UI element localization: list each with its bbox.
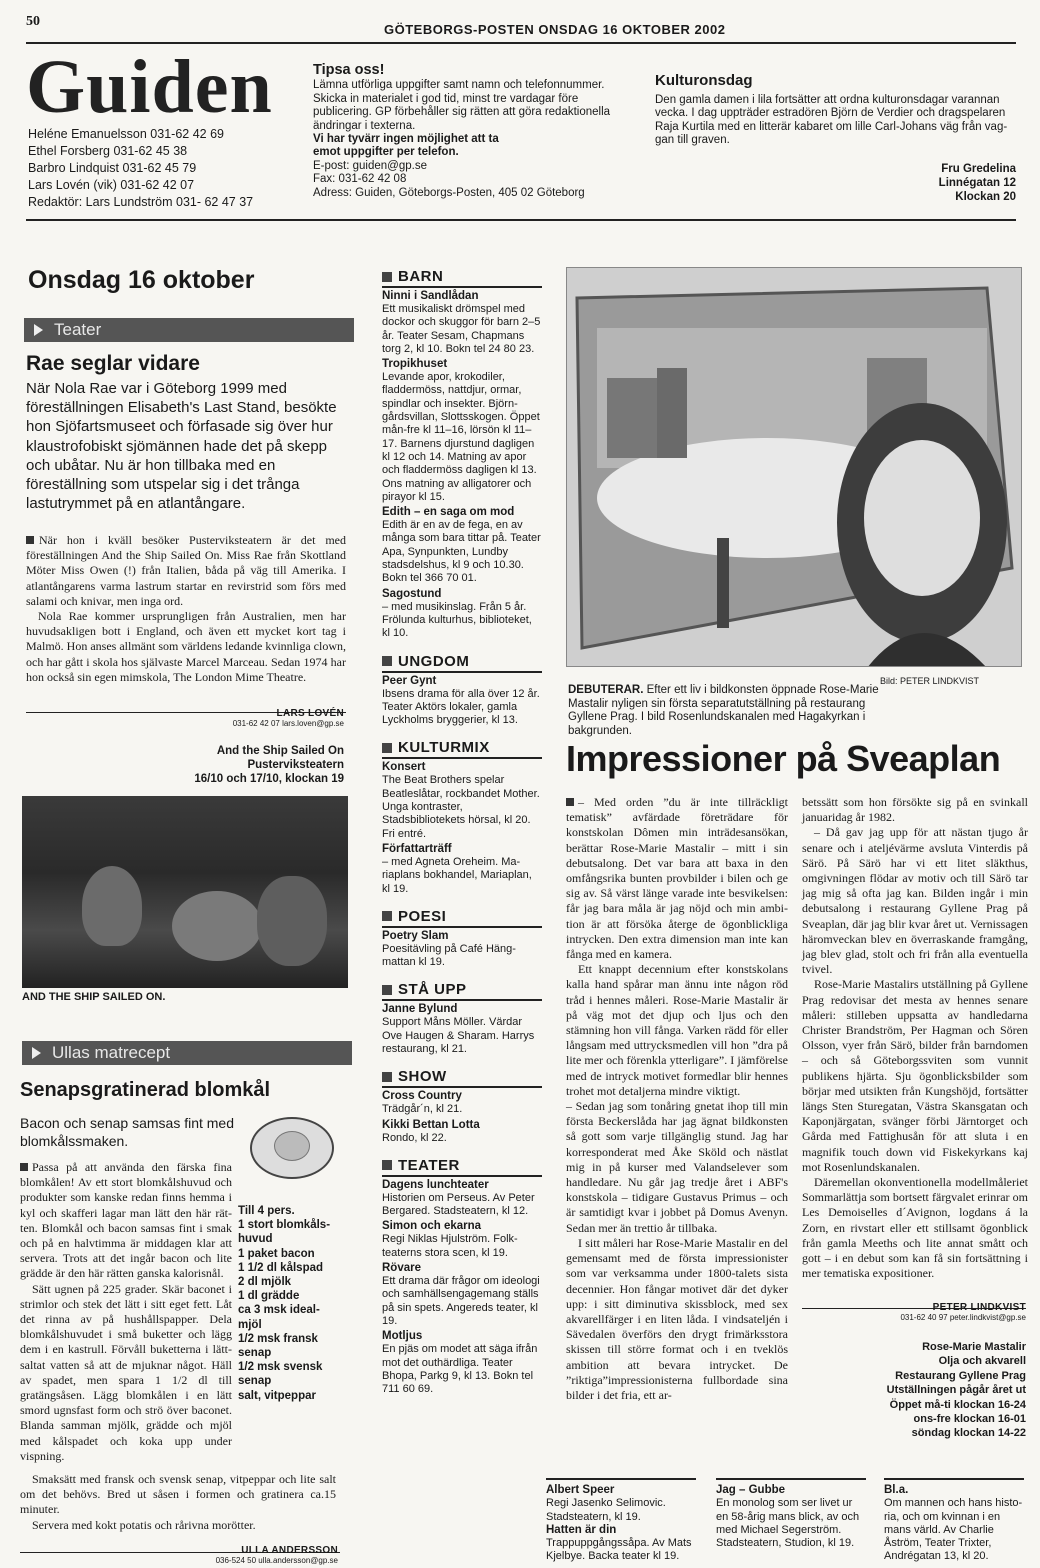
performer-figure	[82, 866, 142, 946]
event-text: – med Agneta Oreheim. Mariaplans bokhandel, Mariaplan, kl 19.	[382, 855, 532, 895]
kulturonsdag-box	[655, 74, 1020, 204]
event-text: Trädgår´n, kl 21.	[382, 1103, 463, 1116]
ingredient: 2 dl mjölk	[238, 1276, 292, 1289]
feature-col2	[802, 795, 1028, 1282]
event-title: Cross Country	[382, 1090, 462, 1103]
ingredient: 1 paket bacon	[238, 1247, 315, 1260]
info-line: Utställningen pågår året ut	[886, 1384, 1026, 1397]
feature-paragraph: betssätt som hon försökte sig på en svinkall januaridag år 1982.	[802, 795, 1028, 825]
tipsa-line: ändringar i texterna.	[313, 119, 416, 132]
event-title: Motljus	[382, 1330, 423, 1343]
event-title: Peer Gynt	[382, 674, 437, 687]
tipsa-bold-line: emot uppgifter per telefon.	[313, 146, 459, 159]
recept-body-wide	[20, 1472, 336, 1533]
calendar-section-head: BARN	[382, 268, 542, 288]
listing-title: Hatten är din	[546, 1523, 617, 1536]
venue-line: Klockan 20	[955, 190, 1016, 203]
feature-paragraph: – Med orden ”du är inte tillräckligt tematisk” avfärdade företrädare för konstskolan Dômen min inträdesansökan, berättar Rose-Marie Mastalir – mitt i sin debutsalong. Det var bara att baxa in den omfångsrika bunten provbilder i bilen och ge sig av. Så värst länge varade inte besvikelsen: får jag bara måla är jag nöjd och min ambition är att försöka återge de ögonblickliga intrycken. Den extra dimension man inte kan fånga med en kamera.	[566, 795, 788, 962]
info-line: Öppet må-ti klockan 16-24	[889, 1398, 1026, 1411]
listing-text: Om mannen och hans historia, och om kvinnan i en mans värld. Av Charlie Åström, Teater Trixter, Andrégatan 13, kl 20.	[884, 1497, 1023, 1563]
caption-lead: DEBUTERAR.	[568, 684, 644, 696]
square-icon	[382, 911, 392, 921]
kulturonsdag-line: vecka. I dag uppträder estradören Björn de Verdier och dragspelaren	[655, 107, 1006, 120]
info-line: 16/10 och 17/10, klockan 19	[194, 773, 344, 785]
ingredient: 1/2 msk fransk senap	[238, 1332, 318, 1360]
info-line: söndag klockan 14-22	[911, 1427, 1026, 1440]
info-line: Olja och akvarell	[938, 1355, 1026, 1368]
section-label: Teater	[54, 320, 102, 339]
event-title: Författarträff	[382, 842, 452, 855]
teater-photo	[22, 796, 348, 988]
masthead-bottom-rule	[26, 219, 1016, 221]
ingredient: 1 1/2 dl kålspad	[238, 1261, 324, 1274]
tipsa-line: Lämna utförliga uppgifter samt namn och telefonnummer.	[313, 79, 605, 92]
feature-photo	[566, 267, 1022, 667]
recept-lead: Bacon och senap samsas fint med blomkålssmaken.	[20, 1115, 235, 1149]
feature-paragraph: – Då gav jag upp för att nästan tjugo år senare och i ateljévärme avsluta Vinterdis på Särö. På Särö har vi ett litet släkthus, omgivningen flödar av motiv och till Särö tar jag mig så ofta jag kan. Bilden ingår i min debutsalong i restaurang Gyllene Prag på Sveaplan, där jag blir kvar året ut. Vernissagen häromveckan blev en överraskande framgång, jag blev glad, stolt och fri från alla eventuella tvivel.	[802, 825, 1028, 977]
performer-figure	[172, 891, 262, 961]
page-number: 50	[26, 14, 40, 29]
triangle-icon	[32, 1047, 41, 1059]
triangle-icon	[34, 324, 43, 336]
event-text: Regi Niklas Hjulström. Folkteaterns stora scen, kl 19.	[382, 1233, 518, 1259]
tipsa-email[interactable]: E-post: guiden@gp.se	[313, 159, 427, 172]
ingredients-box	[238, 1204, 338, 1403]
byline: PETER LINDKVIST	[932, 1302, 1026, 1313]
staff-line: Ethel Forsberg 031-62 45 38	[28, 144, 188, 158]
teater-body	[26, 533, 346, 685]
paper-dateline: GÖTEBORGS-POSTEN ONSDAG 16 OKTOBER 2002	[384, 22, 726, 37]
tipsa-line: Skicka in materialet i god tid, minst tre vardagar före	[313, 92, 579, 105]
ingredient: Till 4 pers.	[238, 1205, 295, 1217]
teater-headline: Rae seglar vidare	[26, 352, 200, 375]
staff-line: Barbro Lindquist 031-62 45 79	[28, 161, 197, 175]
event-title: Edith – en saga om mod	[382, 506, 515, 519]
square-icon	[382, 656, 392, 666]
feature-byline-block	[870, 1302, 1026, 1322]
feature-paragraph: – Sedan jag som tonåring gnetat ihop till min första Beckerslåda har jag ägnat bildkonsten så gott som varje tillgänglig stund. Jag har korresponderat med Åke Sköld och nästlat mig in på kurser med Valandselever som handledare. Nu går jag tredje året i ABF's konstskola – tidigare Gustavus Primus – och är samtidigt kvar i jobbet på Domus Avenyn. Sedan mer än trettio år tillbaka.	[566, 1099, 788, 1235]
date-heading: Onsdag 16 oktober	[28, 266, 255, 294]
calendar-column	[382, 264, 542, 1396]
ingredient: 1/2 msk svensk senap	[238, 1361, 323, 1388]
venue-line: Fru Gredelina	[941, 162, 1016, 175]
event-text: – med musikinslag. Från 5 år. Frölunda kulturhus, biblioteket, kl 10.	[382, 600, 532, 640]
event-text: En pjäs om modet att säga ifrån mot det outhärdliga. Teater Bhopa, Parkg 9, kl 13. Bokn tel 711 60 69.	[382, 1343, 538, 1396]
event-title: Poetry Slam	[382, 929, 449, 942]
square-icon	[382, 1072, 392, 1082]
listing-text: Regi Jasenko Selimovic. Stadsteatern, kl 19.	[546, 1497, 666, 1523]
venue-line: Linnégatan 12	[938, 176, 1016, 189]
bullet-icon	[26, 536, 34, 544]
event-text: Rondo, kl 22.	[382, 1131, 447, 1144]
calendar-section-head: POESI	[382, 908, 542, 928]
listing-title: Albert Speer	[546, 1484, 615, 1496]
recept-paragraph: Servera med kokt potatis och rårivna morötter.	[32, 1517, 256, 1532]
bottom-listing	[546, 1478, 696, 1566]
event-title: Janne Bylund	[382, 1003, 458, 1016]
event-title: Ninni i Sandlådan	[382, 290, 479, 302]
section-bar-recept	[22, 1041, 352, 1065]
photo-credit: Bild: PETER LINDKVIST	[880, 676, 980, 686]
event-title: Dagens lunchteater	[382, 1178, 489, 1191]
cauliflower-icon	[274, 1131, 310, 1161]
bottom-listing	[884, 1478, 1024, 1566]
performer-figure	[257, 876, 327, 966]
kulturonsdag-line: gan till graven.	[655, 134, 730, 147]
recept-body	[20, 1160, 232, 1464]
recept-paragraph: Sätt ugnen på 225 grader. Skär baconet i strimlor och stek det lätt i sitt eget fett. Låt det rinna av på hushållspapper. Dela blomkålshuvudet i små buketter och lägg dem i en kastrull. Förvåll buketterna i lättsaltat vatten så att de mjuknar något. Häll av spadet, men spara 1 1/2 dl till gratängsåsen. Lägg blomkålen i en lätt smord ugnsfast form och strö över baconet. Blanda samman mjölk, grädde och mjöl med kålspadet och koka upp under vispning.	[20, 1281, 232, 1463]
staff-line: Lars Lovén (vik) 031-62 42 07	[28, 178, 195, 192]
event-title: Konsert	[382, 761, 426, 774]
kulturonsdag-venue	[655, 162, 1016, 204]
event-text: Levande apor, krokodiler, fladdermöss, nattdjur, ormar, spindlar och insekter. Björngårdsvillan, Slottsskogen. Öppet mån-fre kl 11–16, lörsön kl 11–17. Barnens djurstund dagligen kl 12 och 14. Matning av apor och fladdermöss dagligen kl 13. Ons matning av alligatorer och pirayor kl 15.	[382, 371, 540, 503]
staff-line: Redaktör: Lars Lundström 031- 62 47 37	[28, 195, 254, 209]
listing-title: Jag – Gubbe	[716, 1484, 786, 1496]
teater-lead: När Nola Rae var i Göteborg 1999 med föreställningen Elisabeth's Last Stand, besökte hon Sjöfartsmuseet och förfasade sig över hur klaustrofobiskt sjömännen hade det på skepp och ubåtar. Nu är hon tillbaka med en föreställning som utspelar sig i det trånga lastutrymmet på en atlantångare.	[26, 380, 337, 513]
recept-byline-block	[200, 1545, 338, 1565]
recept-illustration	[250, 1117, 334, 1179]
staff-line: Heléne Emanuelsson 031-62 42 69	[28, 127, 224, 141]
bottom-listing	[716, 1478, 866, 1566]
tipsa-bold-line: Vi har tyvärr ingen möjlighet att ta	[313, 133, 499, 146]
listing-text: En monolog som ser livet ur en 58-årig mans blick, av och med Michael Segerström. Stadsteatern, Studion, kl 19.	[716, 1497, 860, 1550]
kulturonsdag-line: Den gamla damen i lila fortsätter att ordna kulturonsdagar varannan	[655, 93, 1000, 106]
info-line: Rose-Marie Mastalir	[922, 1341, 1026, 1353]
painting-illustration	[567, 268, 1022, 667]
calendar-section-head: STÅ UPP	[382, 981, 542, 1001]
listing-text: Trappuppgångssåpa. Av Mats Kjelbye. Backa teater kl 19.	[546, 1537, 692, 1563]
info-line: ons-fre klockan 16-01	[913, 1413, 1026, 1426]
square-icon	[382, 1160, 392, 1170]
event-text: Ett drama där frågor om ideologi och samhällsengagemang ställs på sin spets. Angereds teater, kl 19.	[382, 1275, 540, 1327]
event-text: Poesitävling på Café Hängmattan kl 19.	[382, 942, 516, 969]
info-line: Restaurang Gyllene Prag	[895, 1369, 1026, 1382]
tipsa-address: Adress: Guiden, Göteborgs-Posten, 405 02 Göteborg	[313, 186, 585, 199]
event-title: Tropikhuset	[382, 358, 448, 371]
calendar-section-head: KULTURMIX	[382, 739, 542, 759]
kulturonsdag-line: Raja Kurtila med en litterär kabaret om lille Carl-Johans väg från vag-	[655, 120, 1008, 133]
event-title: Simon och ekarna	[382, 1220, 482, 1233]
event-title: Rövare	[382, 1262, 421, 1275]
caption-text: Efter ett liv i bildkonsten öppnade Rose-Marie Mastalir nyligen sin första separatutställning på restaurang Gyllene Prag. I bild Rosenlundskanalen med Hagakyrkan i bakgrunden.	[568, 684, 879, 737]
ingredient: ca 3 msk idealmjöl	[238, 1304, 320, 1331]
calendar-section-head: SHOW	[382, 1068, 542, 1088]
bullet-icon	[566, 798, 574, 806]
tipsa-box	[313, 64, 633, 200]
listing-title: Bl.a.	[884, 1484, 909, 1496]
section-bar-teater	[24, 318, 354, 342]
section-logo: Guiden	[26, 45, 273, 129]
feature-paragraph: I sitt måleri har Rose-Marie Mastalir en del gemensamt med de första impressionister som var verksamma under 1800-talets sista decennier. Hon fångar motivet där det dyker upp: i sitt diminutiva skissblock, med sex akvarellfärger i en liten låda. I vindsateljén i Sävedalen överförs den drygt frimärksstora skissen till större format och i en tveklös ambition att bevara intrycket. De ”riktiga”impressionisterna fullbordade sina bilder i det fria, ett ar-	[566, 1235, 788, 1402]
teater-paragraph: När hon i kväll besöker Pusterviksteatern är det med föreställningen And the Ship Sailed On. Miss Rae från Skottland Möter Miss Owen (!) från Italien, båda på väg till Amerika. I atlantångarens varma lastrum startar en revirstrid som förs med salami och knivar, men inga ord.	[26, 533, 346, 608]
feature-col1	[566, 795, 788, 1403]
event-text: Ett musikaliskt drömspel med dockor och skuggor för barn 2–5 år. Teater Sesam, Chapmans torg 2, kl 10. Bokn tel 24 80 23.	[382, 303, 541, 355]
feature-headline: Impressioner på Sveaplan	[566, 738, 1001, 779]
byline: LARS LOVÉN	[276, 708, 344, 719]
teater-event-info	[150, 744, 344, 786]
recept-paragraph: Passa på att använda den färska fina blomkålen! Av ett stort blomkålshuvud och produkter som kanske redan finns hemma i kyl och skafferi lagar man lätt den här rätten. Blomkål och bacon samsas fint i smak och på en halvtimma är middagen klar att servera. Trots att det ingår bacon och lite grädde är den här rätten ganska kalorisnål.	[20, 1160, 232, 1281]
section-label: Ullas matrecept	[52, 1043, 171, 1062]
feature-event-info	[810, 1340, 1026, 1441]
event-text: Ibsens drama för alla över 12 år. Teater Aktörs lokaler, gamla Lyckholms bryggerier, kl 13.	[382, 687, 540, 727]
byline: ULLA ANDERSSON	[241, 1545, 338, 1556]
event-text: The Beat Brothers spelar Beatleslåtar, rockbandet Mother. Unga kontraster, Stadsbibliotekets hörsal, kl 20. Fri entré.	[382, 774, 540, 840]
byline-contact: 031-62 40 97 peter.lindkvist@gp.se	[900, 1313, 1026, 1322]
feature-paragraph: Däremellan okonventionella modellmåleriet Sommarlättja som bortsett färgvalet erinrar om Les Demoiselles d´Avignon, logdans á la Zorn, en rivstart eller ett stillsamt ögonblick från gamla Meeths och lite annat smått och gott – i en debut som kan få sin fortsättning i mer tematiska expositioner.	[802, 1175, 1028, 1281]
feature-paragraph: Rose-Marie Mastalirs utställning på Gyllene Prag redovisar det mesta av hennes senare måleri: stilleben uppsatta av handledarna Christer Brandström, Per Hagman och Sören Olsson, vyer från Särö, bilder från barndomen – och så Göteborgssviten som vunnit publikens hjärta. Sju ögonblicksbilder som börjar med utsikten från Kungshöjd, fortsätter längs Sten Sturegatan, Västra Skansgatan och Kaponjärgatan, svänger förbi Järntorget och Gårda med Fattighusån för att sluta i en magnifik touch down vid Fiskekyrkans kaj mot Rosenlundskanalen.	[802, 977, 1028, 1174]
square-icon	[382, 272, 392, 282]
event-text: Historien om Perseus. Av Peter Bergared. Stadsteatern, kl 12.	[382, 1191, 535, 1218]
feature-paragraph: Ett knappt decennium efter konstskolans kalla hand spårar man ännu inte någon röd tråd i hennes måleri. Rose-Marie Mastalir är på väg mot det djup och ljus och den stämning hon vill fånga. Varken rädd för eller långsam med uttrycksmedlen vill hon ”dra på lite mer och förenkla ytterligare”. I jämförelse med de intryck motivet formedlar blir hennes trohet mot detaljerna mindre viktigt.	[566, 962, 788, 1098]
calendar-section-head: TEATER	[382, 1157, 542, 1177]
byline-contact: 036-524 50 ulla.andersson@gp.se	[215, 1556, 338, 1565]
ingredient: salt, vitpeppar	[238, 1389, 316, 1402]
byline-contact: 031-62 42 07 lars.loven@gp.se	[232, 719, 344, 728]
info-line: And the Ship Sailed On	[216, 745, 344, 757]
event-title: Sagostund	[382, 587, 442, 600]
photo-caption: AND THE SHIP SAILED ON.	[22, 991, 166, 1003]
kulturonsdag-heading: Kulturonsdag	[655, 72, 753, 89]
square-icon	[382, 985, 392, 995]
teater-paragraph: Nola Rae kommer ursprungligen från Australien, men har huvudsakligen bott i England, och även ett mycket kort tag i Malmö. Hon anses allmänt som världens ledande kvinnliga clown, och har gått i skola hos självaste Marcel Marceau. Sedan 1974 har hon också sin egen mimskola, The London Mime Theatre.	[26, 609, 346, 684]
tipsa-fax: Fax: 031-62 42 08	[313, 173, 407, 186]
event-text: Support Måns Möller. Värdar Ove Haugen & Sharam. Harrys restaurang, kl 21.	[382, 1016, 535, 1055]
teater-byline-block	[226, 708, 344, 728]
ingredient: 1 dl grädde	[238, 1290, 300, 1303]
calendar-section-head: UNGDOM	[382, 653, 542, 673]
square-icon	[382, 743, 392, 753]
event-text: Edith är en av de fega, en av många som bara tittar på. Teater Apa, Synpunkten, Lundby stadsdelshus, kl 9 och 10.30. Bokn tel 366 70 01.	[382, 519, 541, 585]
ingredient: 1 stort blomkålshuvud	[238, 1219, 331, 1246]
staff-list	[28, 126, 253, 211]
event-title: Kikki Bettan Lotta	[382, 1118, 480, 1131]
tipsa-heading: Tipsa oss!	[313, 62, 385, 78]
recept-paragraph: Smaksätt med fransk och svensk senap, vitpeppar och lite salt om det behövs. Bred ut såsen i formen och gratinera ca.15 minuter.	[20, 1472, 336, 1517]
info-line: Pusterviksteatern	[247, 759, 344, 771]
tipsa-line: publicering. GP förbehåller sig rätten att göra redaktionella	[313, 106, 611, 119]
feature-caption	[568, 684, 898, 738]
recept-headline: Senapsgratinerad blomkål	[20, 1079, 271, 1101]
bullet-icon	[20, 1163, 28, 1171]
